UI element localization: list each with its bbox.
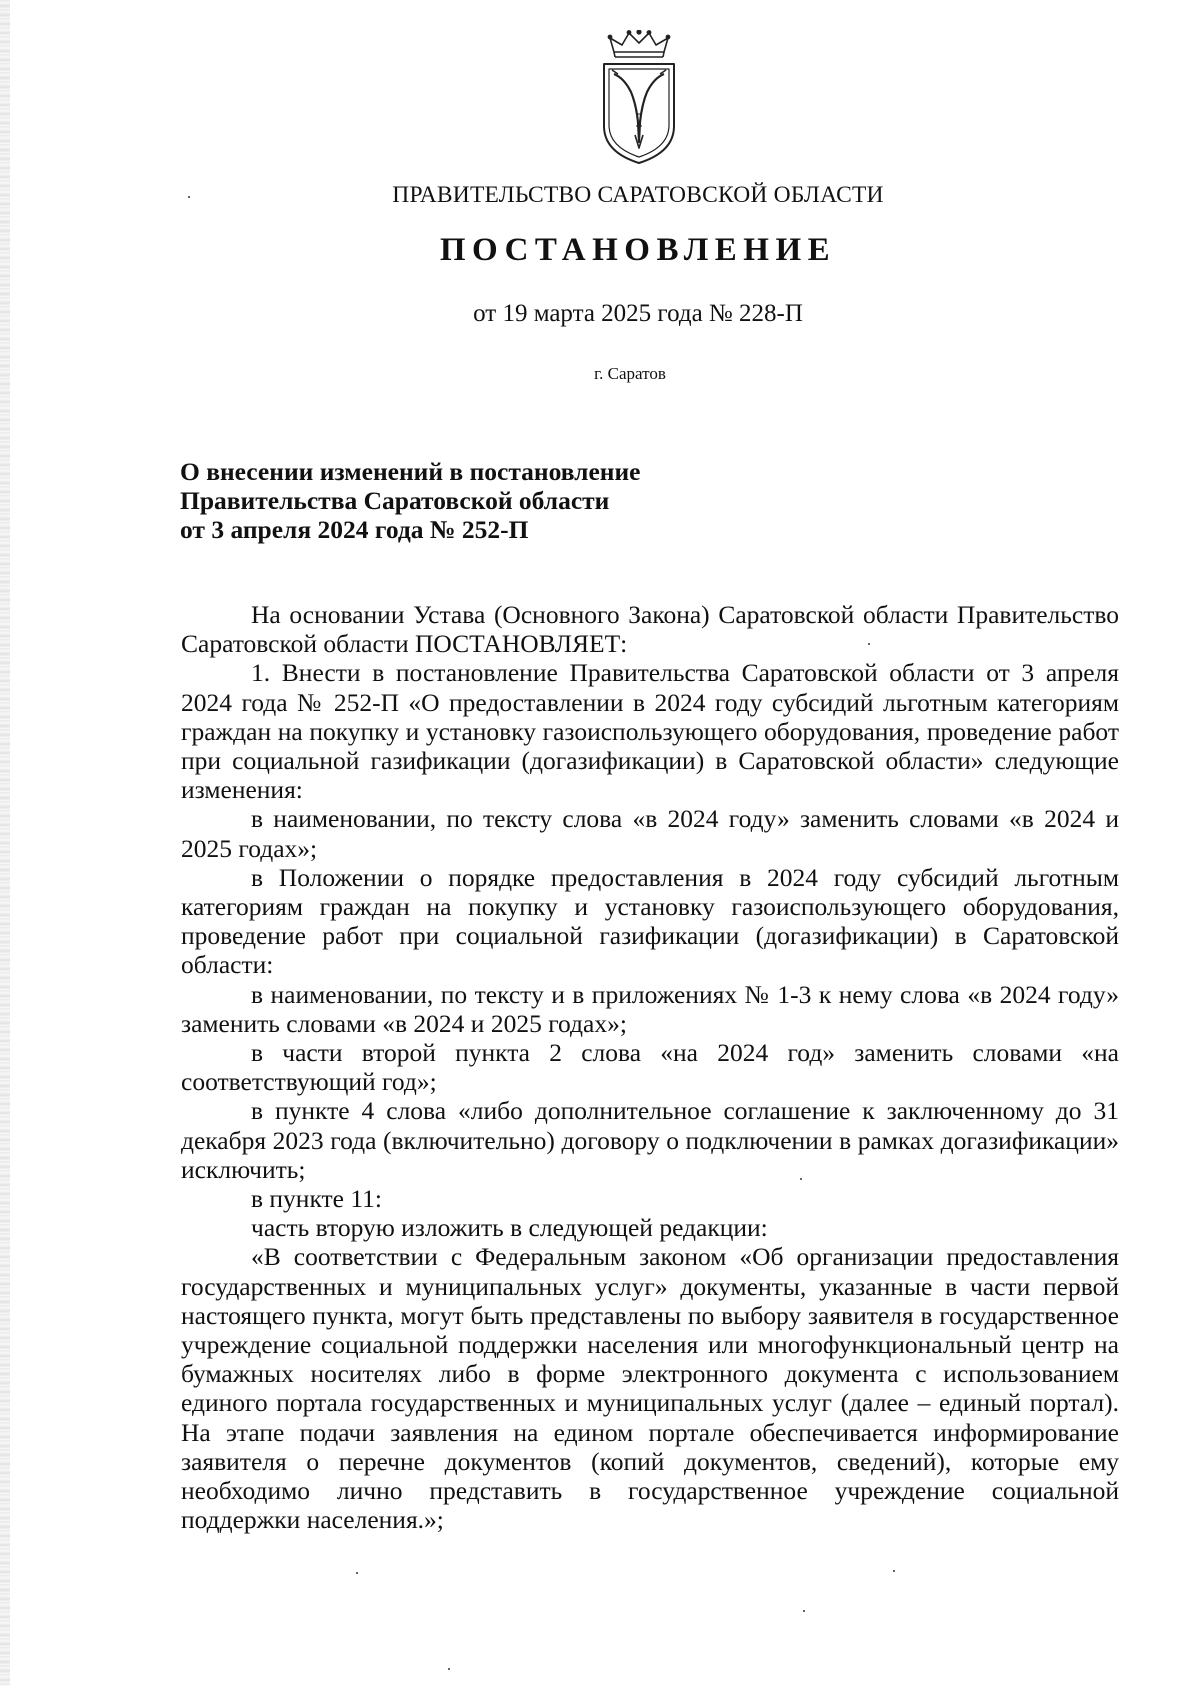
scan-speck — [893, 1570, 895, 1572]
document-type: ПОСТАНОВЛЕНИЕ — [439, 232, 837, 268]
body-paragraph: в наименовании, по тексту и в приложениях № 1-3 к нему слова «в 2024 году» заменить словами «в 2024 и 2025 годах»; — [181, 979, 1119, 1038]
body-paragraph: в пункте 11: — [251, 1184, 382, 1214]
scan-speck — [800, 1178, 802, 1180]
body-paragraph: в части второй пункта 2 слова «на 2024 год» заменить словами «на соответствующий год»; — [181, 1038, 1119, 1097]
scan-speck — [188, 196, 190, 198]
scan-speck — [803, 1610, 805, 1612]
body-paragraph: часть вторую изложить в следующей редакции: — [251, 1213, 768, 1243]
body-paragraph: в Положении о порядке предоставления в 2024 году субсидий льготным категориям граждан на покупку и установку газоиспользующего оборудования, проведение работ при социальной газификации (догазификации) в Саратовской области: — [181, 862, 1119, 980]
document-title-line: Правительства Саратовской области — [180, 486, 610, 515]
issuing-authority: ПРАВИТЕЛЬСТВО САРАТОВСКОЙ ОБЛАСТИ — [392, 182, 884, 208]
body-paragraph: в пункте 4 слова «либо дополнительное соглашение к заключенному до 31 декабря 2023 года (включительно) договору о подключении в рамках догазификации» исключить; — [181, 1096, 1119, 1184]
document-title-line: О внесении изменений в постановление — [180, 457, 641, 486]
document-date-number: от 19 марта 2025 года № 228-П — [473, 300, 803, 327]
saratov-coat-of-arms-icon — [598, 30, 680, 166]
body-paragraph: На основании Устава (Основного Закона) Саратовской области Правительство Саратовской области ПОСТАНОВЛЯЕТ: — [181, 600, 1119, 659]
document-city: г. Саратов — [594, 364, 666, 383]
scan-speck — [868, 643, 870, 645]
body-paragraph: 1. Внести в постановление Правительства Саратовской области от 3 апреля 2024 года № 252-П «О предоставлении в 2024 году субсидий льготным категориям граждан на покупку и установку газоиспользующего оборудования, проведение работ при социальной газификации (догазификации) в Саратовской области» следующие изменения: — [181, 658, 1119, 805]
body-paragraph: «В соответствии с Федеральным законом «Об организации предоставления государственных и муниципальных услуг» документы, указанные в части первой настоящего пункта, могут быть представлены по выбору заявителя в государственное учреждение социальной поддержки населения или многофункциональный центр на бумажных носителях либо в форме электронного документа с использованием единого портала государственных и муниципальных услуг (далее – единый портал). На этапе подачи заявления на едином портале обеспечивается информирование заявителя о перечне документов (копий документов, сведений), которые ему необходимо лично представить в государственное учреждение социальной поддержки населения.»; — [181, 1242, 1119, 1535]
scan-speck — [356, 1572, 358, 1574]
scan-speck — [448, 1668, 450, 1670]
document-title-line: от 3 апреля 2024 года № 252-П — [180, 515, 529, 544]
document-body — [181, 600, 1119, 1535]
document-title — [180, 457, 880, 544]
body-paragraph: в наименовании, по тексту слова «в 2024 году» заменить словами «в 2024 и 2025 годах»; — [181, 804, 1119, 863]
